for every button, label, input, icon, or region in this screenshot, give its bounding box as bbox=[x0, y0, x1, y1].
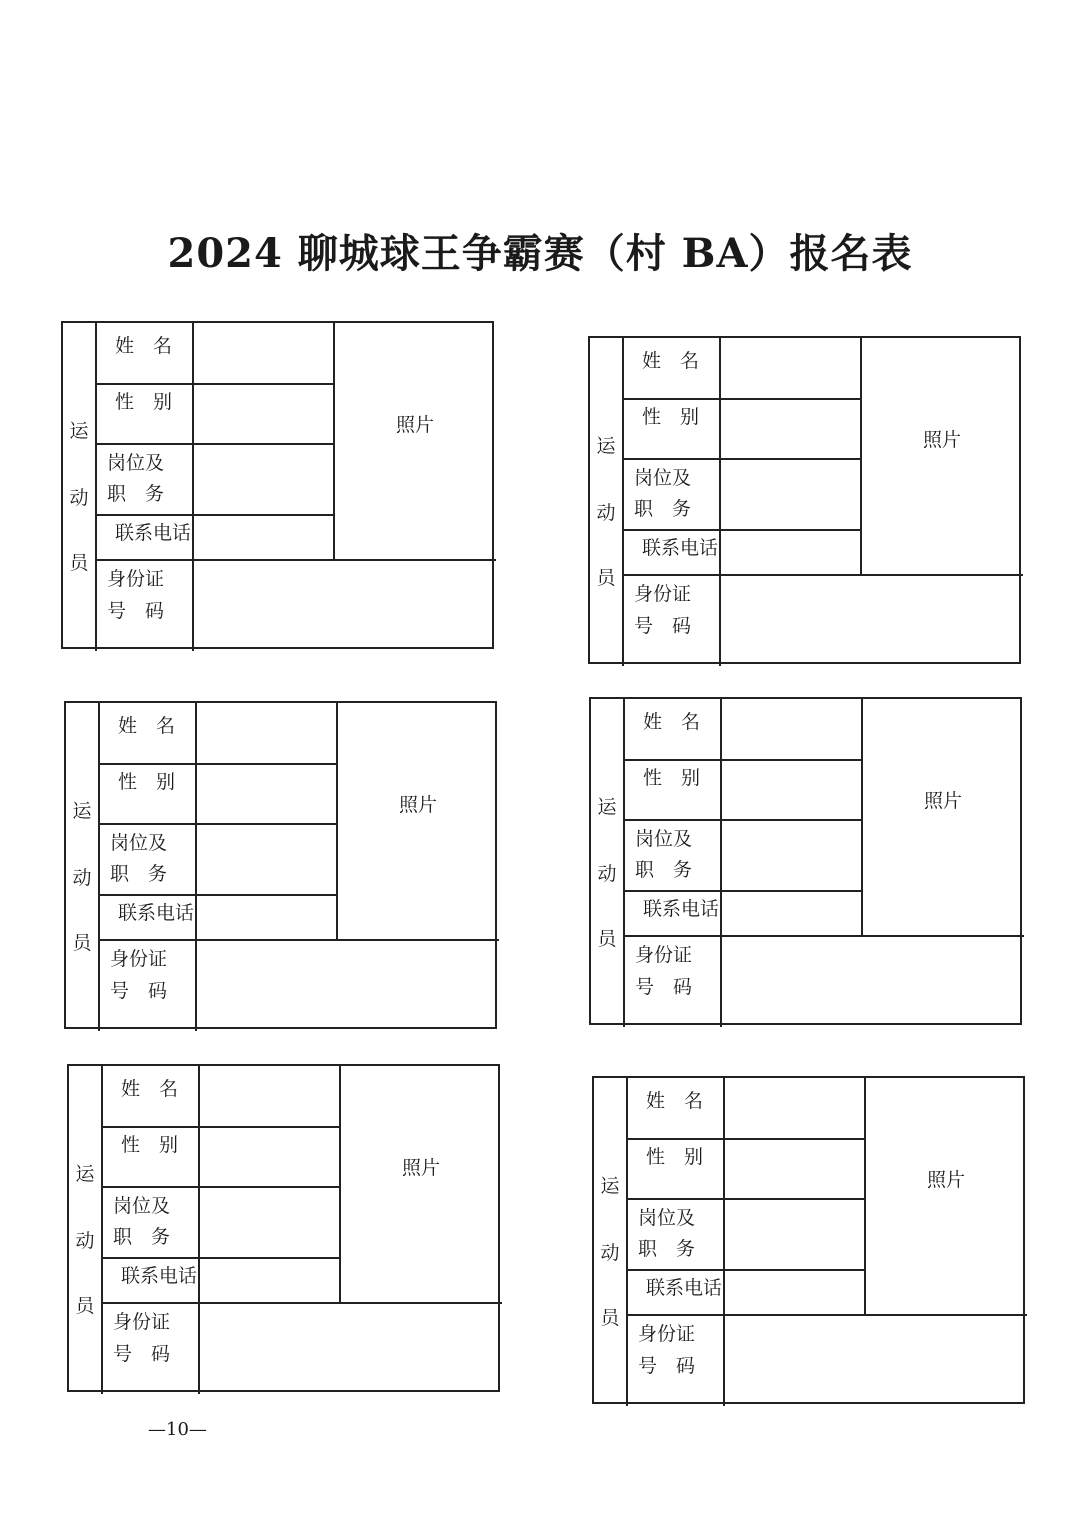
name-field[interactable] bbox=[721, 338, 860, 398]
gender-label: 性 别 bbox=[118, 771, 176, 793]
id-label-line1: 身份证 bbox=[635, 944, 693, 966]
side-label-char: 员 bbox=[597, 928, 617, 950]
phone-label: 联系电话 bbox=[121, 1265, 198, 1287]
page-number: —10— bbox=[148, 1419, 207, 1440]
position-field[interactable] bbox=[721, 460, 860, 529]
photo-label: 照片 bbox=[923, 429, 962, 451]
side-label-char: 员 bbox=[596, 567, 616, 589]
phone-label: 联系电话 bbox=[118, 902, 195, 924]
gender-label: 性 别 bbox=[121, 1134, 179, 1156]
position-label-line2: 职 务 bbox=[634, 498, 692, 520]
side-label-char: 员 bbox=[75, 1295, 95, 1317]
position-label-line2: 职 务 bbox=[638, 1238, 696, 1260]
photo-label: 照片 bbox=[399, 794, 438, 816]
name-field[interactable] bbox=[197, 703, 336, 763]
side-label-char: 员 bbox=[72, 932, 92, 954]
phone-field[interactable] bbox=[200, 1259, 339, 1302]
side-label-char: 运 bbox=[69, 420, 89, 442]
registration-form-1 bbox=[61, 321, 494, 649]
phone-field[interactable] bbox=[197, 896, 336, 939]
gender-field[interactable] bbox=[197, 765, 336, 823]
position-label-line1: 岗位及 bbox=[110, 832, 168, 854]
side-label-char: 运 bbox=[72, 800, 92, 822]
id-label-line2: 号 码 bbox=[634, 615, 692, 637]
grid-line bbox=[622, 338, 624, 666]
position-label-line1: 岗位及 bbox=[113, 1195, 171, 1217]
grid-line bbox=[623, 699, 625, 1027]
name-label: 姓 名 bbox=[642, 350, 700, 372]
position-label-line2: 职 务 bbox=[107, 483, 165, 505]
side-label-char: 动 bbox=[69, 487, 89, 509]
athlete-side-label bbox=[590, 338, 622, 662]
side-label-char: 动 bbox=[600, 1242, 620, 1264]
position-field[interactable] bbox=[200, 1188, 339, 1257]
gender-field[interactable] bbox=[200, 1128, 339, 1186]
phone-field[interactable] bbox=[725, 1271, 864, 1314]
athlete-side-label bbox=[69, 1066, 101, 1390]
name-field[interactable] bbox=[725, 1078, 864, 1138]
side-label-char: 运 bbox=[600, 1175, 620, 1197]
id-number-field[interactable] bbox=[200, 1304, 502, 1394]
side-label-char: 运 bbox=[597, 796, 617, 818]
id-label-line1: 身份证 bbox=[107, 568, 165, 590]
gender-label: 性 别 bbox=[642, 406, 700, 428]
athlete-side-label bbox=[591, 699, 623, 1023]
position-field[interactable] bbox=[725, 1200, 864, 1269]
name-label: 姓 名 bbox=[646, 1090, 704, 1112]
position-field[interactable] bbox=[197, 825, 336, 894]
id-label-line2: 号 码 bbox=[113, 1343, 171, 1365]
name-field[interactable] bbox=[200, 1066, 339, 1126]
gender-field[interactable] bbox=[194, 385, 333, 443]
phone-field[interactable] bbox=[194, 516, 333, 559]
grid-line bbox=[101, 1066, 103, 1394]
photo-label: 照片 bbox=[924, 790, 963, 812]
id-label-line1: 身份证 bbox=[110, 948, 168, 970]
photo-label: 照片 bbox=[402, 1157, 441, 1179]
name-label: 姓 名 bbox=[115, 335, 173, 357]
photo-box[interactable] bbox=[866, 1078, 1027, 1314]
gender-field[interactable] bbox=[721, 400, 860, 458]
phone-label: 联系电话 bbox=[115, 522, 192, 544]
gender-label: 性 别 bbox=[643, 767, 701, 789]
id-number-field[interactable] bbox=[725, 1316, 1027, 1406]
athlete-side-label bbox=[63, 323, 95, 647]
id-label-line2: 号 码 bbox=[107, 600, 165, 622]
id-label-line1: 身份证 bbox=[113, 1311, 171, 1333]
gender-label: 性 别 bbox=[115, 391, 173, 413]
id-number-field[interactable] bbox=[722, 937, 1024, 1027]
position-field[interactable] bbox=[722, 821, 861, 890]
photo-label: 照片 bbox=[396, 414, 435, 436]
name-label: 姓 名 bbox=[121, 1078, 179, 1100]
position-field[interactable] bbox=[194, 445, 333, 514]
registration-form-2 bbox=[588, 336, 1021, 664]
grid-line bbox=[95, 323, 97, 651]
phone-label: 联系电话 bbox=[646, 1277, 723, 1299]
photo-box[interactable] bbox=[341, 1066, 502, 1302]
athlete-side-label bbox=[66, 703, 98, 1027]
registration-form-4 bbox=[589, 697, 1022, 1025]
id-number-field[interactable] bbox=[721, 576, 1023, 666]
id-label-line2: 号 码 bbox=[638, 1355, 696, 1377]
gender-label: 性 别 bbox=[646, 1146, 704, 1168]
side-label-char: 运 bbox=[75, 1163, 95, 1185]
gender-field[interactable] bbox=[722, 761, 861, 819]
photo-box[interactable] bbox=[862, 338, 1023, 574]
position-label-line1: 岗位及 bbox=[635, 828, 693, 850]
photo-box[interactable] bbox=[863, 699, 1024, 935]
athlete-side-label bbox=[594, 1078, 626, 1402]
registration-form-5 bbox=[67, 1064, 500, 1392]
name-label: 姓 名 bbox=[118, 715, 176, 737]
photo-label: 照片 bbox=[927, 1169, 966, 1191]
position-label-line1: 岗位及 bbox=[107, 452, 165, 474]
registration-form-3 bbox=[64, 701, 497, 1029]
side-label-char: 动 bbox=[596, 502, 616, 524]
id-label-line1: 身份证 bbox=[634, 583, 692, 605]
side-label-char: 动 bbox=[72, 867, 92, 889]
side-label-char: 员 bbox=[69, 552, 89, 574]
phone-label: 联系电话 bbox=[643, 898, 720, 920]
phone-field[interactable] bbox=[722, 892, 861, 935]
position-label-line1: 岗位及 bbox=[634, 467, 692, 489]
side-label-char: 员 bbox=[600, 1307, 620, 1329]
side-label-char: 动 bbox=[597, 863, 617, 885]
gender-field[interactable] bbox=[725, 1140, 864, 1198]
grid-line bbox=[626, 1078, 628, 1406]
registration-form-6 bbox=[592, 1076, 1025, 1404]
photo-box[interactable] bbox=[338, 703, 499, 939]
grid-line bbox=[98, 703, 100, 1031]
id-label-line2: 号 码 bbox=[110, 980, 168, 1002]
id-label-line1: 身份证 bbox=[638, 1323, 696, 1345]
photo-box[interactable] bbox=[335, 323, 496, 559]
side-label-char: 运 bbox=[596, 435, 616, 457]
position-label-line2: 职 务 bbox=[110, 863, 168, 885]
name-field[interactable] bbox=[194, 323, 333, 383]
name-field[interactable] bbox=[722, 699, 861, 759]
side-label-char: 动 bbox=[75, 1230, 95, 1252]
phone-field[interactable] bbox=[721, 531, 860, 574]
id-label-line2: 号 码 bbox=[635, 976, 693, 998]
id-number-field[interactable] bbox=[197, 941, 499, 1031]
id-number-field[interactable] bbox=[194, 561, 496, 651]
phone-label: 联系电话 bbox=[642, 537, 719, 559]
name-label: 姓 名 bbox=[643, 711, 701, 733]
position-label-line2: 职 务 bbox=[635, 859, 693, 881]
position-label-line1: 岗位及 bbox=[638, 1207, 696, 1229]
page-title: 2024 聊城球王争霸赛（村 BA）报名表 bbox=[167, 230, 913, 277]
position-label-line2: 职 务 bbox=[113, 1226, 171, 1248]
